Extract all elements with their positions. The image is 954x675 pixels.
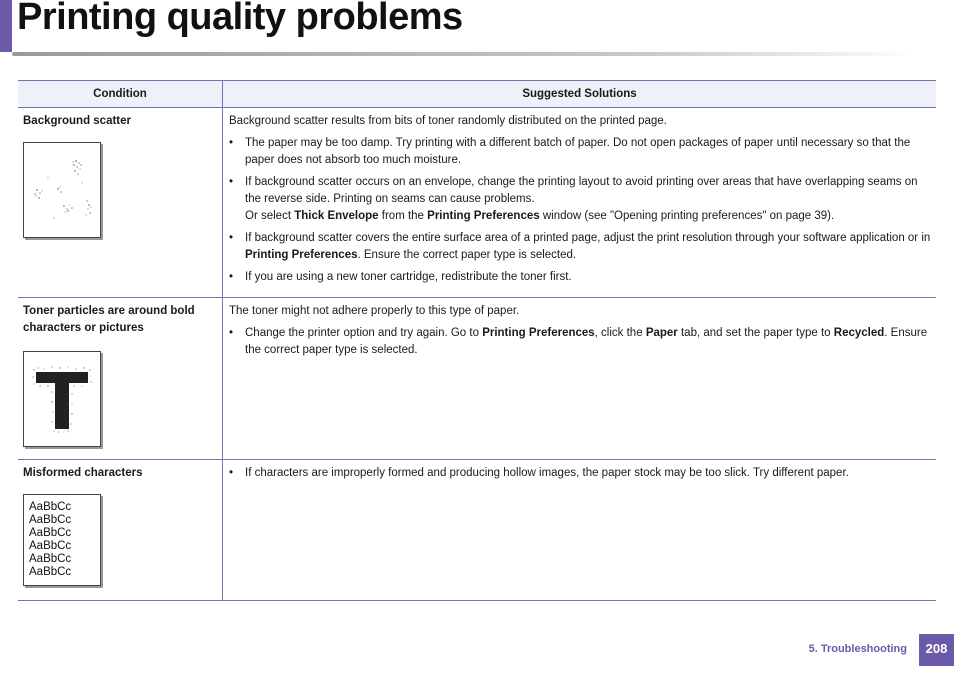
condition-cell <box>18 108 223 298</box>
troubleshooting-table <box>18 80 936 601</box>
page-title: Printing quality problems <box>17 0 463 38</box>
condition-cell <box>18 460 223 601</box>
solution-text: If background scatter covers the entire surface area of a printed page, adjust the print resolution through your software application or in <box>245 232 931 244</box>
sample-line: AaBbCc <box>29 527 72 539</box>
sample-text-block <box>24 495 100 579</box>
sample-line: AaBbCc <box>29 501 72 513</box>
text-run: , click the <box>594 327 646 339</box>
list-item: • Change the printer option and try again. Go to Printing Preferences, click the Paper tab, and set the paper type to Recycled. Ensure the correct paper type is selected. <box>229 327 928 356</box>
sample-line: AaBbCc <box>29 566 72 578</box>
solution-text: If you are using a new toner cartridge, redistribute the toner first. <box>245 271 572 283</box>
ui-term: Paper <box>645 327 678 339</box>
list-item: • The paper may be too damp. Try printing with a different batch of paper. Do not open packages of paper until necessary so that the paper does not absorb too much moisture. <box>229 137 911 166</box>
title-accent-bar <box>0 0 12 52</box>
list-item: • If background scatter covers the entire surface area of a printed page, adjust the print resolution through your software application or in Printing Preferences. Ensure the correct paper type is selected. <box>229 232 931 261</box>
ui-term: Thick Envelope <box>294 210 379 222</box>
text-run: Change the printer option and try again. Go to <box>245 327 483 339</box>
text-run: window (see "Opening printing preferences" on page 39). <box>539 210 835 222</box>
list-item: • If you are using a new toner cartridge, redistribute the toner first. <box>229 271 572 283</box>
table-row <box>18 298 936 460</box>
ui-term: Printing Preferences <box>482 327 595 339</box>
table-row <box>18 460 936 601</box>
solution-list <box>229 135 931 286</box>
solution-intro: The toner might not adhere properly to this type of paper. <box>229 305 520 317</box>
list-item: • If characters are improperly formed and producing hollow images, the paper stock may be too slick. Try different paper. <box>229 467 849 479</box>
ui-term: Recycled <box>833 327 885 339</box>
title-rule <box>12 52 917 56</box>
solution-text: If background scatter occurs on an envelope, change the printing layout to avoid printing over areas that have overlapping seams on the reverse side. Printing on seams can cause problems. <box>245 176 918 205</box>
condition-label: Misformed characters <box>23 467 143 479</box>
misformed-characters-sample-image <box>23 494 101 586</box>
footer-section-label: 5. Troubleshooting <box>808 643 907 655</box>
solution-text: If characters are improperly formed and producing hollow images, the paper stock may be too slick. Try different paper. <box>245 467 849 479</box>
background-scatter-sample-image <box>23 142 101 238</box>
sample-line: AaBbCc <box>29 540 72 552</box>
sample-line: AaBbCc <box>29 514 72 526</box>
ui-term: Printing Preferences <box>427 210 540 222</box>
text-run: Or select <box>245 210 295 222</box>
bold-letter-icon <box>24 352 100 446</box>
toner-particles-sample-image <box>23 351 101 447</box>
solution-cell <box>223 460 937 601</box>
solution-text: The paper may be too damp. Try printing with a different batch of paper. Do not open packages of paper until necessary so that the paper does not absorb too much moisture. <box>245 137 911 166</box>
page-number: 208 <box>919 634 954 666</box>
condition-cell <box>18 298 223 460</box>
text-run: from the <box>378 210 428 222</box>
table-header-row <box>18 81 936 108</box>
ui-term: Printing Preferences <box>245 249 358 261</box>
solution-intro: Background scatter results from bits of toner randomly distributed on the printed page. <box>229 115 667 127</box>
solution-list <box>229 465 931 482</box>
text-run: . Ensure the correct paper type is selected. <box>245 327 928 356</box>
condition-label: Background scatter <box>23 115 132 127</box>
header-condition: Condition <box>18 81 223 108</box>
scatter-dots-icon <box>24 143 100 237</box>
solution-cell <box>223 108 937 298</box>
table-row <box>18 108 936 298</box>
solution-list <box>229 325 931 359</box>
text-run: tab, and set the paper type to <box>677 327 834 339</box>
sample-line: AaBbCc <box>29 553 72 565</box>
solution-subtext <box>245 208 931 225</box>
header-solutions: Suggested Solutions <box>223 81 937 108</box>
list-item: • If background scatter occurs on an envelope, change the printing layout to avoid printing over areas that have overlapping seams on the reverse side. Printing on seams can cause problems. Or select Thick Envelope from the Printing Preferences window (see "Opening printing preferences" on page 39). <box>229 174 931 225</box>
solution-cell <box>223 298 937 460</box>
text-run: . Ensure the correct paper type is selected. <box>357 249 577 261</box>
condition-label: Toner particles are around bold characters or pictures <box>23 305 195 334</box>
